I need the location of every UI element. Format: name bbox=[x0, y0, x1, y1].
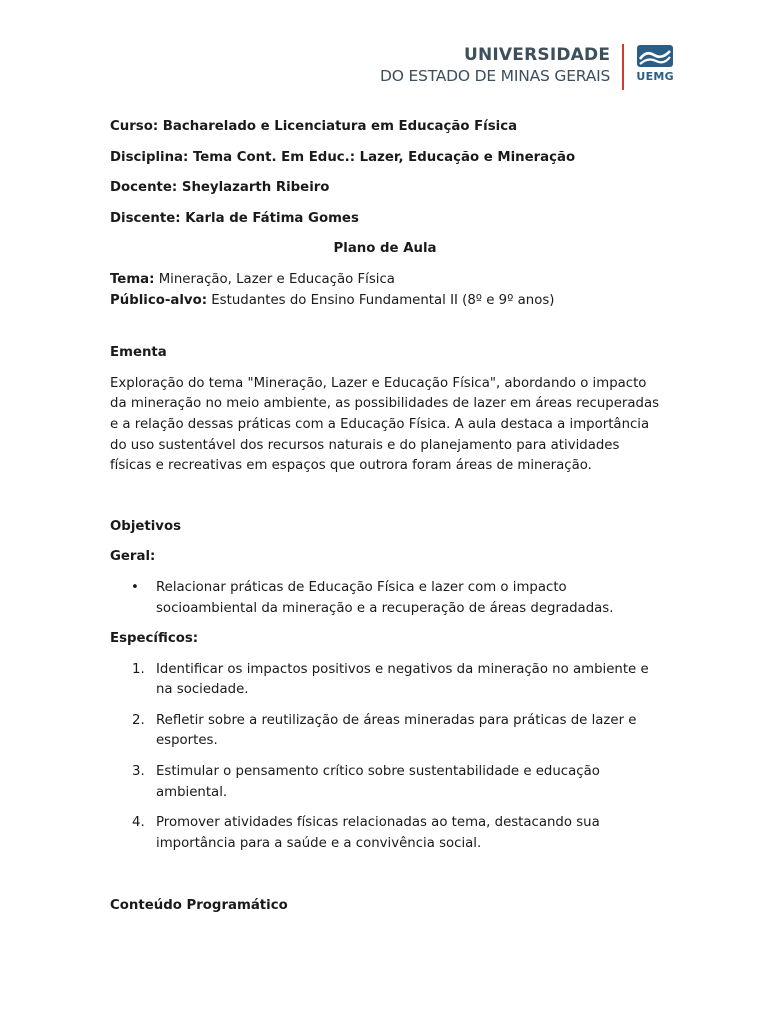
publico-line bbox=[110, 291, 660, 312]
spacer bbox=[110, 864, 660, 896]
spacer bbox=[110, 311, 660, 343]
publico-value: Estudantes do Ensino Fundamental II (8º e 9º anos) bbox=[211, 292, 555, 308]
logo-line2: DO ESTADO DE MINAS GERAIS bbox=[380, 67, 611, 85]
docente-value: Sheylazarth Ribeiro bbox=[181, 180, 330, 196]
discente-label: Discente: bbox=[110, 210, 181, 226]
discente-value: Karla de Fátima Gomes bbox=[185, 210, 359, 226]
logo-abbr: UEMG bbox=[636, 70, 674, 83]
spacer bbox=[110, 537, 660, 547]
document-body bbox=[110, 117, 660, 917]
especificos-heading: Específicos: bbox=[110, 631, 199, 647]
geral-list bbox=[110, 578, 660, 619]
curso-label: Curso: bbox=[110, 119, 159, 134]
logo-line1: UNIVERSIDADE bbox=[463, 45, 611, 65]
docente-label: Docente: bbox=[110, 180, 178, 196]
list-item: • Relacionar práticas de Educação Física e lazer com o impacto socioambiental da mineração e a recuperação de áreas degradadas. bbox=[110, 578, 660, 619]
list-item-text: Refletir sobre a reutilização de áreas mineradas para práticas de lazer e esportes. bbox=[156, 712, 637, 749]
tema-line bbox=[110, 270, 660, 291]
list-item bbox=[110, 660, 660, 701]
ementa-text: Exploração do tema "Mineração, Lazer e Educação Física", abordando o impacto da mineração no meio ambiente, as possibilidades de lazer em áreas recuperadas e a relação dessas práticas com a Educação Física. A aula destaca a importância do uso sustentável dos recursos naturais e do planejamento para atividades físicas e recreativas em espaços que outrora foram áreas de mineração. bbox=[110, 375, 660, 474]
discente-line bbox=[110, 209, 660, 230]
disciplina-label: Disciplina: bbox=[110, 149, 189, 165]
logo-text bbox=[380, 44, 610, 86]
tema-value: Mineração, Lazer e Educação Física bbox=[158, 271, 395, 287]
logo-divider bbox=[622, 44, 624, 90]
spacer bbox=[110, 364, 660, 374]
list-item-text: Promover atividades físicas relacionadas ao tema, destacando sua importância para a saúde e a convivência social. bbox=[156, 815, 600, 851]
university-logo bbox=[380, 44, 674, 90]
page-title: Plano de Aula bbox=[333, 241, 437, 257]
list-item bbox=[110, 762, 660, 803]
list-number: 3. bbox=[132, 764, 145, 780]
especificos-list bbox=[110, 660, 660, 855]
geral-heading: Geral: bbox=[110, 549, 156, 565]
tema-label: Tema: bbox=[110, 271, 155, 287]
ementa-heading: Ementa bbox=[110, 345, 167, 361]
curso-value: Bacharelado e Licenciatura em Educação Física bbox=[162, 119, 518, 134]
docente-line bbox=[110, 178, 660, 199]
list-item bbox=[110, 711, 660, 752]
list-number: 1. bbox=[132, 661, 145, 677]
list-number: 4. bbox=[132, 815, 145, 831]
spacer bbox=[110, 568, 660, 578]
spacer bbox=[110, 477, 660, 517]
curso-line bbox=[110, 117, 660, 138]
conteudo-heading: Conteúdo Programático bbox=[110, 898, 288, 914]
list-item-text: Estimular o pensamento crítico sobre sustentabilidade e educação ambiental. bbox=[156, 764, 600, 800]
disciplina-value: Tema Cont. Em Educ.: Lazer, Educação e Mineração bbox=[192, 149, 576, 165]
uemg-emblem-icon bbox=[636, 44, 674, 68]
objetivos-heading: Objetivos bbox=[110, 518, 182, 534]
logo-mark bbox=[636, 44, 674, 83]
list-item bbox=[110, 813, 660, 854]
list-item-text: Identificar os impactos positivos e negativos da mineração no ambiente e na sociedade. bbox=[156, 661, 649, 698]
spacer bbox=[110, 650, 660, 660]
disciplina-line bbox=[110, 148, 660, 169]
list-number: 2. bbox=[132, 712, 145, 728]
publico-label: Público-alvo: bbox=[110, 292, 208, 308]
